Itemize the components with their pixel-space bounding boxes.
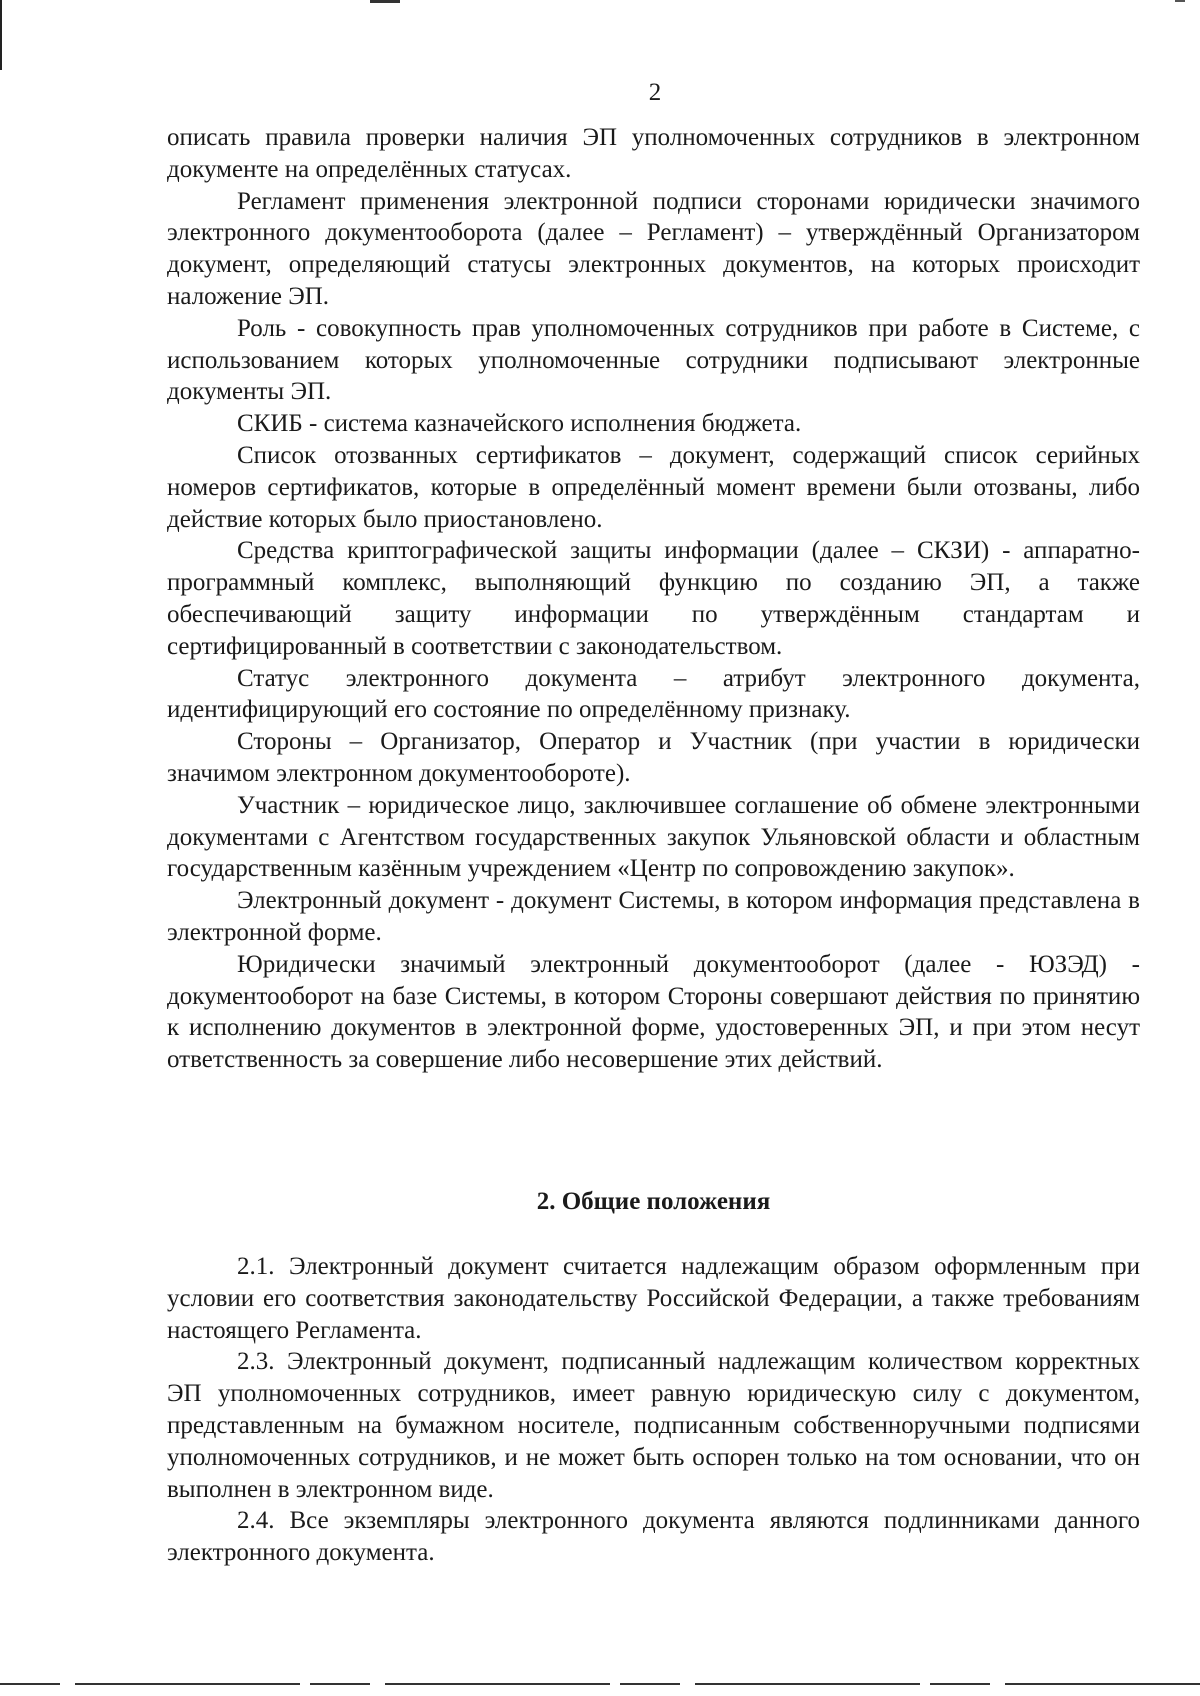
- clause-2-4: 2.4. Все экземпляры электронного документа являются подлинниками данного электронного документа.: [167, 1507, 1140, 1567]
- definition-skzi: Средства криптографической защиты информации (далее – СКЗИ) - аппаратно-программный комплекс, выполняющий функцию по созданию ЭП, а также обеспечивающий защиту информации по утверждённым стандартам и сертифицированный в соответствии с законодательством.: [167, 537, 1140, 660]
- clause-2-3: 2.3. Электронный документ, подписанный надлежащим количеством корректных ЭП уполномоченных сотрудников, имеет равную юридическую силу с документом, представленным на бумажном носителе, подписанным собственноручными подписями уполномоченных сотрудников, и не может быть оспорен только на том основании, что он выполнен в электронном виде.: [167, 1348, 1140, 1503]
- definition-electronic-document: Электронный документ - документ Системы, в котором информация представлена в электронной форме.: [167, 887, 1140, 946]
- definition-parties: Стороны – Организатор, Оператор и Участник (при участии в юридически значимом электронном документообороте).: [167, 728, 1140, 787]
- page-number: 2: [648, 79, 662, 106]
- scan-top-mark: [1175, 0, 1185, 2]
- definition-role: Роль - совокупность прав уполномоченных сотрудников при работе в Системе, с использованием которых уполномоченные сотрудники подписывают электронные документы ЭП.: [167, 314, 1140, 406]
- definition-document-status: Статус электронного документа – атрибут электронного документа, идентифицирующий его состояние по определённому признаку.: [167, 664, 1140, 724]
- definition-skib: СКИБ - система казначейского исполнения бюджета.: [237, 410, 802, 438]
- scan-edge-mark: [0, 0, 2, 70]
- clause-2-1: 2.1. Электронный документ считается надлежащим образом оформленным при условии его соответствия законодательству Российской Федерации, а также требованиям настоящего Регламента.: [167, 1253, 1140, 1344]
- definitions-block: [167, 122, 1140, 1076]
- definition-yuzed: Юридически значимый электронный документооборот (далее - ЮЗЭД) - документооборот на базе Системы, в котором Стороны совершают действия по принятию к исполнению документов в электронной форме, удостоверенных ЭП, и при этом несут ответственность за совершение либо несовершение этих действий.: [167, 950, 1140, 1074]
- section-heading: 2. Общие положения: [536, 1188, 771, 1215]
- definition-reglament: Регламент применения электронной подписи сторонами юридически значимого электронного документооборота (далее – Регламент) – утверждённый Организатором документ, определяющий статусы электронных документов, на которых происходит наложение ЭП.: [167, 187, 1140, 310]
- section-body: [167, 1251, 1140, 1569]
- scan-top-mark: [370, 0, 400, 3]
- definition-revoked-certs: Список отозванных сертификатов – документ, содержащий список серийных номеров сертификатов, которые в определённый момент времени были отозваны, либо действие которых было приостановлено.: [167, 441, 1140, 533]
- footer-rule: [0, 1683, 1200, 1685]
- definition-participant: Участник – юридическое лицо, заключившее соглашение об обмене электронными документами с Агентством государственных закупок Ульяновской области и областным государственным казённым учреждением «Центр по сопровождению закупок».: [167, 791, 1140, 883]
- definition-continuation: описать правила проверки наличия ЭП уполномоченных сотрудников в электронном документе на определённых статусах.: [167, 124, 1140, 183]
